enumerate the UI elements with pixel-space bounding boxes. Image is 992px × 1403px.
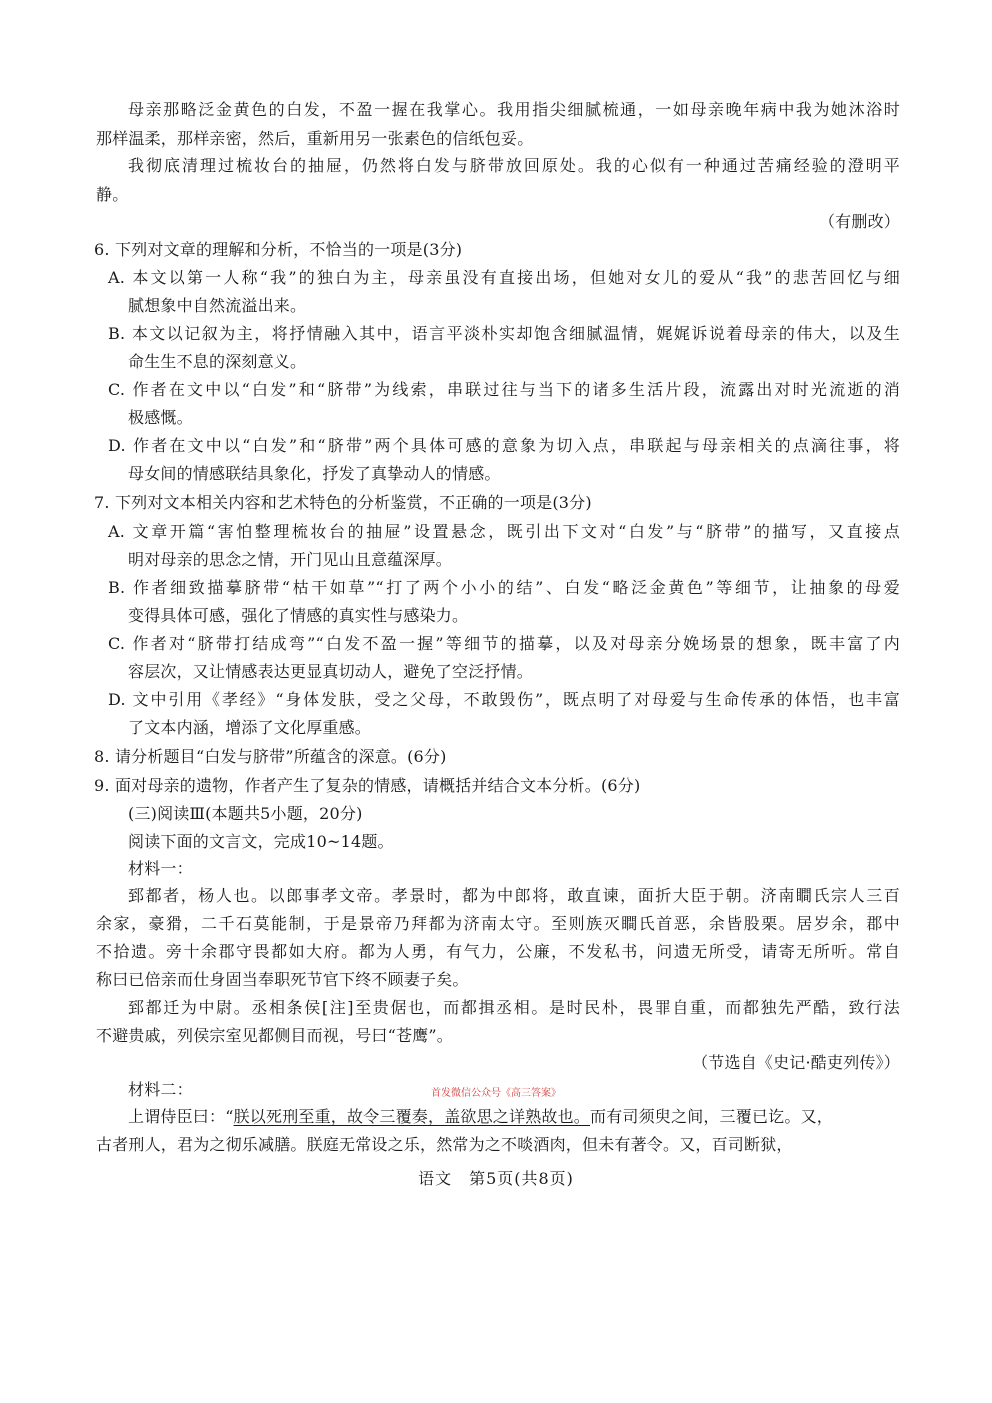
passage-p2-line1: 我彻底清理过梳妆台的抽屉，仍然将白发与脐带放回原处。我的心似有一种通过苦痛经验的澄明平 [128,156,900,175]
q9-stem: 9. 面对母亲的遗物，作者产生了复杂的情感，请概括并结合文本分析。(6分) [94,776,641,795]
material2-p1-prefix: 上谓侍臣曰：“ [128,1107,234,1126]
material1-p1-line3: 不拾遗。旁十余郡守畏都如大府。都为人勇，有气力，公廉，不发私书，问遗无所受，请寄无所听。常自 [96,942,900,961]
watermark-text: 首发微信公众号《高三答案》 [431,1088,561,1099]
material2-p2-line1: 古者刑人，君为之彻乐减膳。朕庭无常设之乐，然常为之不啖酒肉，但未有著令。又，百司断狱， [96,1135,793,1154]
q7-option-d-line2: 了文本内涵，增添了文化厚重感。 [128,718,372,737]
q7-option-a-line1: A. 文章开篇“害怕整理梳妆台的抽屉”设置悬念，既引出下文对“白发”与“脐带”的描写，又直接点 [108,522,900,541]
q7-option-c-line1: C. 作者对“脐带打结成弯”“白发不盈一握”等细节的描摹，以及对母亲分娩场景的想象，既丰富了内 [108,634,900,653]
material1-p2-line1: 郅都迁为中尉。丞相条侯[注]至贵倨也，而都揖丞相。是时民朴，畏罪自重，而都独先严酷，致行法 [128,998,900,1017]
page-footer: 语文 第5页(共8页) [418,1169,574,1188]
q6-option-a-line2: 腻想象中自然流溢出来。 [128,296,307,315]
q6-option-d-line2: 母女间的情感联结具象化，抒发了真挚动人的情感。 [128,464,501,483]
section3-title: (三)阅读Ⅲ(本题共5小题，20分) [128,804,363,823]
q6-option-b-line2: 命生生不息的深刻意义。 [128,352,307,371]
q7-option-b-line2: 变得具体可感，强化了情感的真实性与感染力。 [128,606,469,625]
q6-option-d-line1: D. 作者在文中以“白发”和“脐带”两个具体可感的意象为切入点，串联起与母亲相关的点滴往事，将 [108,436,900,455]
passage-p1-line1: 母亲那略泛金黄色的白发，不盈一握在我掌心。我用指尖细腻梳通，一如母亲晚年病中我为她沐浴时 [128,100,900,119]
material2-p1-underlined: 朕以死刑至重，故令三覆奏，盖欲思之详熟故也。 [233,1107,590,1126]
material1-label: 材料一： [128,859,193,878]
material1-source: （节选自《史记·酷吏列传》） [692,1053,900,1072]
q7-option-c-line2: 容层次，又让情感表达更显真切动人，避免了空泛抒情。 [128,662,534,681]
material1-p2-line2: 不避贵戚，列侯宗室见都侧目而视，号曰“苍鹰”。 [96,1026,453,1045]
q6-stem: 6. 下列对文章的理解和分析，不恰当的一项是(3分) [94,240,463,259]
passage-p2-line2: 静。 [96,185,129,204]
q6-option-b-line1: B. 本文以记叙为主，将抒情融入其中，语言平淡朴实却饱含细腻温情，娓娓诉说着母亲的伟大，以及生 [108,324,900,343]
q6-option-c-line2: 极感慨。 [128,408,193,427]
q7-option-b-line1: B. 作者细致描摹脐带“枯干如草”“打了两个小小的结”、白发“略泛金黄色”等细节，让抽象的母爱 [108,578,900,597]
material2-p1-suffix: 而有司须臾之间，三覆已讫。又， [590,1107,834,1126]
material2-label: 材料二： [128,1080,193,1099]
material1-p1-line1: 郅都者，杨人也。以郎事孝文帝。孝景时，都为中郎将，敢直谏，面折大臣于朝。济南瞷氏宗人三百 [128,886,900,905]
passage-p1-line2: 那样温柔，那样亲密，然后，重新用另一张素色的信纸包妥。 [96,129,534,148]
section3-instruction: 阅读下面的文言文，完成10~14题。 [128,832,394,851]
passage-note: （有删改） [818,212,900,231]
q7-stem: 7. 下列对文本相关内容和艺术特色的分析鉴赏，不正确的一项是(3分) [94,493,592,512]
q6-option-a-line1: A. 本文以第一人称“我”的独白为主，母亲虽没有直接出场，但她对女儿的爱从“我”的悲苦回忆与细 [108,268,900,287]
q6-option-c-line1: C. 作者在文中以“白发”和“脐带”为线索，串联过往与当下的诸多生活片段，流露出对时光流逝的消 [108,380,900,399]
material2-p1-line1 [128,1106,900,1128]
q8-stem: 8. 请分析题目“白发与脐带”所蕴含的深意。(6分) [94,747,447,766]
material1-p1-line2: 余家，豪猾，二千石莫能制，于是景帝乃拜都为济南太守。至则族灭瞷氏首恶，余皆股栗。居岁余，郡中 [96,914,900,933]
q7-option-a-line2: 明对母亲的思念之情，开门见山且意蕴深厚。 [128,550,453,569]
material1-p1-line4: 称曰已倍亲而仕身固当奉职死节官下终不顾妻子矣。 [96,970,469,989]
q7-option-d-line1: D. 文中引用《孝经》“身体发肤，受之父母，不敢毁伤”，既点明了对母爱与生命传承的体悟，也丰富 [108,690,900,709]
